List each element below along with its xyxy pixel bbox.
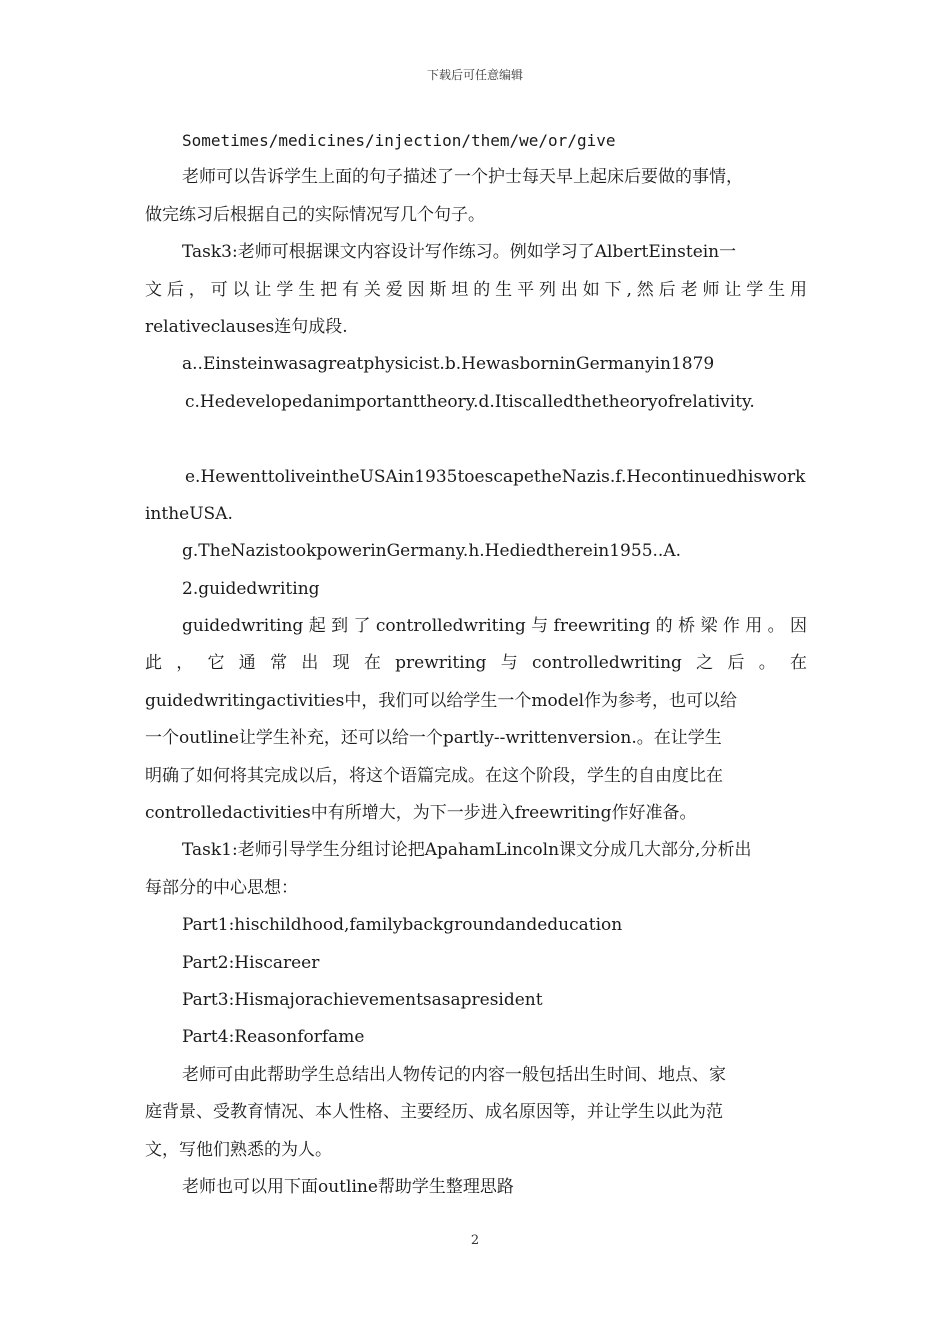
text-line: 明确了如何将其完成以后，将这个语篇完成。在这个阶段，学生的自由度比在 [145,765,723,786]
text-line: Task1:老师引导学生分组讨论把ApahamLincoln课文分成几大部分,分析出 [182,840,752,861]
page-number: 2 [470,1233,480,1248]
text-line: a..Einsteinwasagreatphysicist.b.HewasborninGermanyin1879 [182,354,715,375]
list-item: Part3:Hismajorachievementsasapresident [182,989,543,1010]
text-line: controlledactivities中有所增大，为下一步进入freewriting作好准备。 [145,803,697,824]
text-line: g.TheNazistookpowerinGermany.h.Hediedtherein1955..A. [182,541,681,562]
text-line: intheUSA. [145,503,233,524]
section-heading: 2.guidedwriting [182,578,320,599]
text-line: 每部分的中心思想： [145,877,298,898]
text-line: 做完练习后根据自己的实际情况写几个句子。 [145,204,485,225]
text-line: 此，它通常出现在prewriting与controlledwriting之后。在 [145,653,807,674]
document-body [145,122,807,1206]
text-line: 文，写他们熟悉的为人。 [145,1139,332,1160]
text-line: 老师可以告诉学生上面的句子描述了一个护士每天早上起床后要做的事情， [182,167,743,188]
list-item: Part1:hischildhood,familybackgroundandeducation [182,915,623,936]
text-line: 庭背景、受教育情况、本人性格、主要经历、成名原因等，并让学生以此为范 [145,1102,723,1123]
text-line: Task3:老师可根据课文内容设计写作练习。例如学习了AlbertEinstein一 [182,242,737,263]
text-line: 老师也可以用下面outline帮助学生整理思路 [182,1176,514,1197]
text-line: guidedwritingactivities中，我们可以给学生一个model作为参考，也可以给 [145,690,738,711]
text-line: 文后，可以让学生把有关爱因斯坦的生平列出如下,然后老师让学生用 [145,279,807,300]
text-line: 一个outline让学生补充，还可以给一个partly--writtenversion.。在让学生 [145,728,722,749]
blank-line [145,421,807,458]
text-line: e.HewenttoliveintheUSAin1935toescapetheNazis.f.Hecontinuedhiswork [185,466,806,487]
page-header: 下载后可任意编辑 [426,68,523,82]
text-line: relativeclauses连句成段. [145,316,348,337]
list-item: Part4:Reasonforfame [182,1027,365,1048]
text-line: guidedwriting起到了controlledwriting与freewriting的桥梁作用。因 [182,616,807,637]
text-line: Sometimes/medicines/injection/them/we/or/give [182,131,616,150]
list-item: Part2:Hiscareer [182,952,320,973]
text-line: 老师可由此帮助学生总结出人物传记的内容一般包括出生时间、地点、家 [182,1064,726,1085]
text-line: c.Hedevelopedanimportanttheory.d.Itiscalledthetheoryofrelativity. [185,391,755,412]
